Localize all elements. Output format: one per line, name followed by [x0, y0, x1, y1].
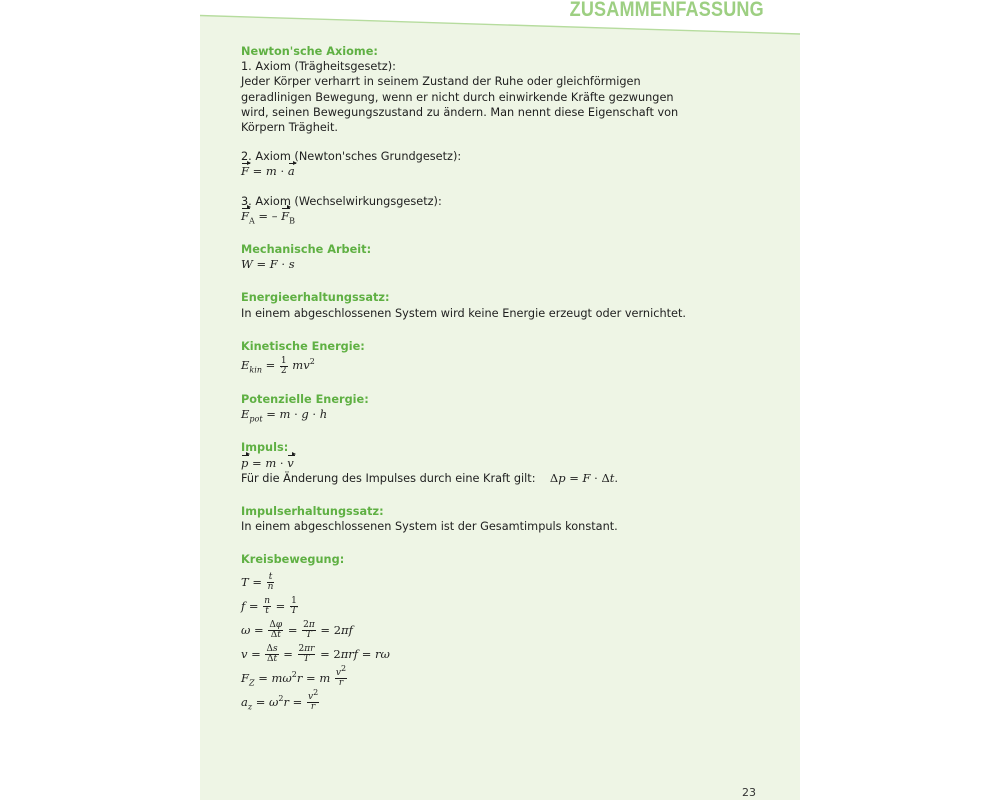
formula-newton3: $F_A$ = – $F_B$ — [241, 208, 295, 226]
axiom1-title: 1. Axiom (Trägheitsgesetz): — [241, 60, 396, 74]
section-heading: Impuls: — [241, 441, 289, 455]
section-newton — [241, 44, 761, 224]
formula-zentripetalbeschleunigung: $a_z = \omega^2r$ = $\frac{v^2}{r}$ — [241, 688, 319, 713]
section-text: In einem abgeschlossenen System ist der Gesamtimpuls konstant. — [241, 520, 618, 534]
section-text: In einem abgeschlossenen System wird keine Energie erzeugt oder vernichtet. — [241, 306, 687, 320]
section-heading: Impulserhaltungssatz: — [241, 505, 384, 519]
section-kinetisch — [241, 339, 761, 376]
axiom3-title: 3. Axiom (Wechselwirkungsgesetz): — [241, 194, 442, 208]
formula-impuls: p = m · v — [241, 455, 294, 470]
formula-arbeit: W = F · s — [241, 257, 295, 272]
formula-ekin: $E_{kin}$ = $\frac{1}{2}$ $mv^2$ — [241, 355, 315, 376]
section-heading: Kreisbewegung: — [241, 553, 345, 567]
section-heading: Kinetische Energie: — [241, 339, 365, 353]
section-potenziell — [241, 392, 761, 422]
section-energieerhaltung — [241, 290, 761, 320]
section-heading: Energieerhaltungssatz: — [241, 291, 390, 305]
formula-frequenz: f = $\frac{n}{t}$ = $\frac{1}{T}$ — [241, 596, 297, 617]
formula-epot: $E_{pot} = m \cdot g \cdot h$ — [241, 407, 328, 424]
formula-newton2: F = m · a — [241, 164, 295, 179]
section-impulserhaltung — [241, 504, 761, 534]
formula-bahngeschwindigkeit: v = $\frac{\Delta s}{\Delta t}$ = $\frac{2\pi r}{T}$ = 2πrf = rω — [241, 644, 390, 665]
impuls-text: Für die Änderung des Impulses durch eine Kraft gilt: Δp = F · Δt. — [241, 470, 619, 485]
page-title: ZUSAMMENFASSUNG — [569, 0, 764, 21]
section-heading: Mechanische Arbeit: — [241, 243, 372, 257]
section-heading: Newton'sche Axiome: — [241, 45, 378, 58]
axiom1-line: wird, seinen Bewegungszustand zu ändern. Man nennt diese Eigenschaft von — [241, 105, 679, 119]
axiom1-line: Jeder Körper verharrt in seinem Zustand der Ruhe oder gleichförmigen — [241, 75, 641, 89]
page-number: 23 — [742, 786, 756, 799]
section-impuls — [241, 440, 761, 486]
formula-winkelgeschwindigkeit: ω = $\frac{\Delta\varphi}{\Delta t}$ = $\frac{2\pi}{T}$ = 2πf — [241, 620, 353, 641]
section-kreis — [241, 552, 761, 713]
section-arbeit — [241, 242, 761, 272]
formula-impulsaenderung: Δp = F · Δt. — [549, 470, 619, 485]
formula-periode: T = $\frac{t}{n}$ — [241, 572, 274, 593]
axiom1-line: Körpern Trägheit. — [241, 121, 338, 135]
axiom2-title: 2. Axiom (Newton'sches Grundgesetz): — [241, 150, 462, 164]
summary-content — [241, 44, 761, 714]
section-heading: Potenzielle Energie: — [241, 393, 369, 407]
formula-zentripetalkraft: $F_Z = m\omega^2r = m$ $\frac{v^2}{r}$ — [241, 664, 347, 689]
axiom1-line: geradlinigen Bewegung, wenn er nicht durch einwirkende Kräfte gezwungen — [241, 90, 674, 104]
